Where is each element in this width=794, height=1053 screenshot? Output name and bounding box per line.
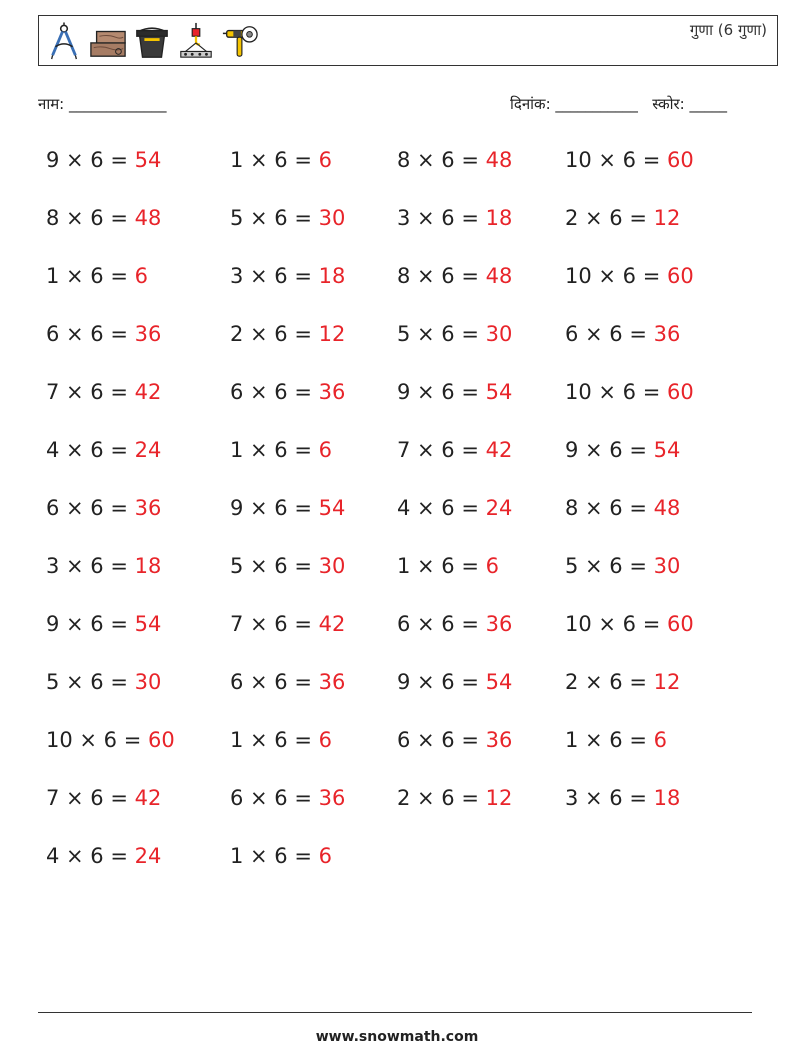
problem-answer: 6	[318, 844, 333, 868]
problem-question: 1 × 6 =	[230, 148, 312, 172]
problem-answer: 30	[134, 670, 162, 694]
problem-item	[565, 148, 694, 172]
header-icons	[45, 22, 259, 60]
problem-item	[230, 728, 332, 752]
drafting-compass-icon	[45, 22, 83, 60]
score-blank: _____	[689, 95, 727, 113]
problem-item	[230, 496, 345, 520]
problem-answer: 48	[134, 206, 162, 230]
problem-question: 1 × 6 =	[565, 728, 647, 752]
date-blank: ___________	[555, 95, 638, 113]
problem-question: 8 × 6 =	[397, 264, 479, 288]
problem-question: 6 × 6 =	[230, 786, 312, 810]
problem-item	[565, 728, 667, 752]
problem-question: 1 × 6 =	[397, 554, 479, 578]
problem-answer: 36	[318, 786, 346, 810]
problem-item	[397, 322, 512, 346]
score-label: स्कोर:	[652, 95, 685, 113]
problem-item	[230, 670, 345, 694]
problem-answer: 30	[318, 554, 346, 578]
problem-answer: 18	[134, 554, 162, 578]
footer-website: www.snowmath.com	[315, 1029, 479, 1045]
problem-question: 9 × 6 =	[397, 670, 479, 694]
problem-item	[46, 554, 161, 578]
problem-item	[565, 554, 680, 578]
problem-item	[46, 264, 148, 288]
problem-question: 8 × 6 =	[565, 496, 647, 520]
problem-question: 10 × 6 =	[565, 264, 661, 288]
problem-answer: 12	[485, 786, 513, 810]
problem-question: 8 × 6 =	[397, 148, 479, 172]
problem-answer: 18	[318, 264, 346, 288]
problem-item	[397, 148, 512, 172]
date-score-field	[510, 94, 727, 114]
problem-question: 3 × 6 =	[397, 206, 479, 230]
problem-question: 5 × 6 =	[397, 322, 479, 346]
problem-question: 2 × 6 =	[565, 670, 647, 694]
problem-item	[46, 322, 161, 346]
problem-answer: 6	[318, 148, 333, 172]
problem-question: 4 × 6 =	[46, 844, 128, 868]
problem-question: 9 × 6 =	[46, 612, 128, 636]
problem-item	[46, 844, 161, 868]
problem-answer: 18	[485, 206, 513, 230]
problem-question: 4 × 6 =	[46, 438, 128, 462]
problem-answer: 36	[318, 380, 346, 404]
problem-question: 10 × 6 =	[46, 728, 142, 752]
problem-item	[397, 264, 512, 288]
problem-question: 10 × 6 =	[565, 612, 661, 636]
problem-item	[397, 438, 512, 462]
problem-item	[46, 496, 161, 520]
problem-question: 6 × 6 =	[230, 670, 312, 694]
problem-answer: 60	[667, 612, 694, 636]
problem-answer: 48	[485, 264, 513, 288]
crane-hook-icon	[177, 22, 215, 60]
problem-question: 9 × 6 =	[46, 148, 128, 172]
problem-answer: 24	[485, 496, 513, 520]
problem-answer: 60	[148, 728, 175, 752]
problem-item	[565, 612, 694, 636]
problem-item	[46, 670, 161, 694]
problem-question: 9 × 6 =	[397, 380, 479, 404]
name-field	[38, 94, 167, 114]
problem-answer: 54	[485, 670, 513, 694]
problem-question: 6 × 6 =	[565, 322, 647, 346]
problem-item	[230, 612, 345, 636]
problem-question: 3 × 6 =	[565, 786, 647, 810]
problem-item	[46, 612, 161, 636]
problem-answer: 42	[134, 786, 162, 810]
problem-question: 2 × 6 =	[230, 322, 312, 346]
problem-item	[397, 496, 512, 520]
problem-item	[46, 148, 161, 172]
problem-answer: 12	[318, 322, 346, 346]
problem-item	[230, 844, 332, 868]
problem-answer: 30	[653, 554, 681, 578]
problem-question: 6 × 6 =	[397, 728, 479, 752]
problem-question: 10 × 6 =	[565, 148, 661, 172]
problem-question: 5 × 6 =	[230, 206, 312, 230]
problem-question: 5 × 6 =	[46, 670, 128, 694]
problem-item	[397, 554, 499, 578]
problem-item	[230, 206, 345, 230]
problem-answer: 36	[653, 322, 681, 346]
problem-answer: 42	[134, 380, 162, 404]
problem-item	[397, 206, 512, 230]
problem-answer: 6	[318, 728, 333, 752]
problem-item	[565, 496, 680, 520]
problem-item	[46, 206, 161, 230]
problem-item	[397, 380, 512, 404]
name-blank: _____________	[69, 95, 167, 113]
problem-item	[230, 554, 345, 578]
problem-answer: 30	[485, 322, 513, 346]
problem-answer: 60	[667, 148, 694, 172]
problem-question: 10 × 6 =	[565, 380, 661, 404]
problem-question: 7 × 6 =	[230, 612, 312, 636]
problem-question: 3 × 6 =	[46, 554, 128, 578]
problem-answer: 42	[485, 438, 513, 462]
problem-question: 3 × 6 =	[230, 264, 312, 288]
problem-item	[46, 380, 161, 404]
problem-answer: 54	[134, 612, 162, 636]
problem-item	[230, 438, 332, 462]
problem-answer: 24	[134, 844, 162, 868]
problem-answer: 12	[653, 670, 681, 694]
problem-answer: 54	[653, 438, 681, 462]
problem-item	[397, 728, 512, 752]
problem-item	[397, 670, 512, 694]
problem-question: 1 × 6 =	[46, 264, 128, 288]
worksheet-header	[38, 15, 778, 66]
problem-question: 1 × 6 =	[230, 844, 312, 868]
problem-question: 9 × 6 =	[565, 438, 647, 462]
problem-answer: 12	[653, 206, 681, 230]
problem-item	[565, 264, 694, 288]
problem-question: 9 × 6 =	[230, 496, 312, 520]
problem-answer: 36	[485, 612, 513, 636]
problem-question: 1 × 6 =	[230, 728, 312, 752]
problem-answer: 36	[485, 728, 513, 752]
worksheet-title: गुणा (6 गुणा)	[689, 21, 767, 39]
date-label: दिनांक:	[510, 95, 551, 113]
problem-answer: 24	[134, 438, 162, 462]
wood-planks-icon	[89, 22, 127, 60]
problem-answer: 42	[318, 612, 346, 636]
problem-answer: 6	[653, 728, 668, 752]
problem-item	[230, 148, 332, 172]
problem-question: 2 × 6 =	[397, 786, 479, 810]
problem-item	[230, 786, 345, 810]
problem-question: 8 × 6 =	[46, 206, 128, 230]
problem-item	[397, 612, 512, 636]
problem-item	[46, 786, 161, 810]
problem-question: 7 × 6 =	[397, 438, 479, 462]
problem-question: 2 × 6 =	[565, 206, 647, 230]
problem-answer: 48	[653, 496, 681, 520]
problem-answer: 54	[485, 380, 513, 404]
problem-question: 6 × 6 =	[46, 496, 128, 520]
problem-answer: 6	[134, 264, 149, 288]
problem-answer: 54	[318, 496, 346, 520]
problem-item	[230, 264, 345, 288]
problem-item	[565, 322, 680, 346]
problem-item	[565, 438, 680, 462]
problem-answer: 36	[134, 322, 162, 346]
problem-answer: 6	[485, 554, 500, 578]
problem-item	[565, 670, 680, 694]
problem-answer: 30	[318, 206, 346, 230]
bucket-icon	[133, 22, 171, 60]
problem-answer: 18	[653, 786, 681, 810]
problem-item	[397, 786, 512, 810]
problem-question: 6 × 6 =	[230, 380, 312, 404]
problem-question: 5 × 6 =	[565, 554, 647, 578]
problem-question: 7 × 6 =	[46, 786, 128, 810]
problem-answer: 48	[485, 148, 513, 172]
problem-answer: 60	[667, 380, 694, 404]
problem-item	[230, 322, 345, 346]
problem-question: 6 × 6 =	[397, 612, 479, 636]
problem-answer: 60	[667, 264, 694, 288]
problem-item	[565, 206, 680, 230]
problem-item	[230, 380, 345, 404]
problem-question: 7 × 6 =	[46, 380, 128, 404]
problem-item	[565, 380, 694, 404]
problem-answer: 36	[318, 670, 346, 694]
problem-answer: 54	[134, 148, 162, 172]
problem-answer: 36	[134, 496, 162, 520]
problem-question: 5 × 6 =	[230, 554, 312, 578]
problem-question: 4 × 6 =	[397, 496, 479, 520]
problem-question: 1 × 6 =	[230, 438, 312, 462]
problem-item	[46, 728, 175, 752]
problem-item	[46, 438, 161, 462]
problem-question: 6 × 6 =	[46, 322, 128, 346]
problem-item	[565, 786, 680, 810]
problem-answer: 6	[318, 438, 333, 462]
name-label: नाम:	[38, 95, 65, 113]
footer-divider	[38, 1012, 752, 1013]
angle-grinder-icon	[221, 22, 259, 60]
